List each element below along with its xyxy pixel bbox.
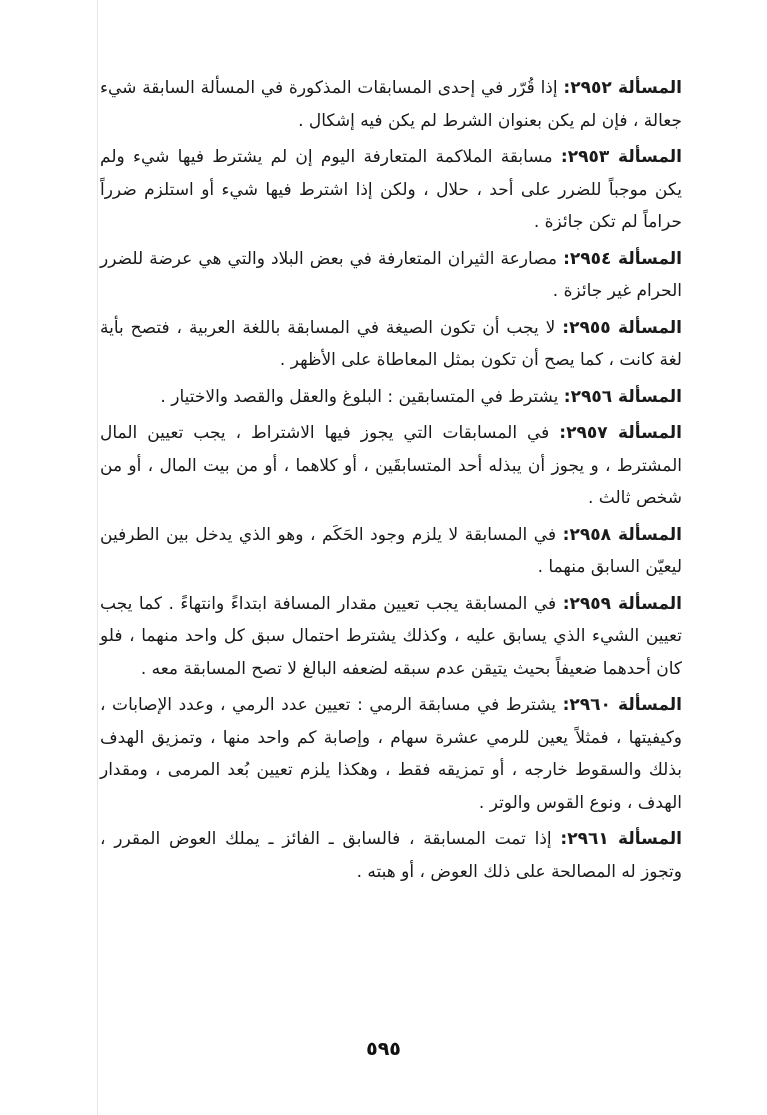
issue-label: المسألة ٢٩٥٩: [562, 593, 683, 614]
issue-text: في المسابقة لا يلزم وجود الحَكَم ، وهو الذي يدخل بين الطرفين ليعيّن السابق منهما . [100, 524, 682, 577]
issue-2961 [100, 823, 682, 888]
issue-text: في المسابقات التي يجوز فيها الاشتراط ، يجب تعيين المال المشترط ، و يجوز أن يبذله أحد المتسابقَين ، أو كلاهما ، أو من بيت المال ، أو من شخص ثالث . [100, 423, 682, 508]
issue-2960 [100, 689, 682, 819]
issue-2957 [100, 417, 682, 515]
issue-text: إذا قُرّر في إحدى المسابقات المذكورة في المسألة السابقة شيء جعالة ، فإن لم يكن بعنوان الشرط لم يكن فيه إشكال . [100, 78, 682, 131]
issue-text: في المسابقة يجب تعيين مقدار المسافة ابتداءً وانتهاءً . كما يجب تعيين الشيء الذي يسابق عليه ، وكذلك يشترط احتمال سبق كل واحد منهما ، فلو كان أحدهما ضعيفاً بحيث يتيقن عدم سبقه لضعفه البالغ لا تصح المسابقة معه . [100, 593, 682, 679]
issue-label: المسألة ٢٩٥٥: [562, 317, 683, 338]
issue-text: لا يجب أن تكون الصيغة في المسابقة باللغة العربية ، فتصح بأية لغة كانت ، كما يصح أن تكون بمثل المعاطاة على الأظهر . [100, 317, 682, 370]
issue-text: مصارعة الثيران المتعارفة في بعض البلاد والتي هي عرضة للضرر الحرام غير جائزة . [100, 248, 682, 301]
issue-label: المسألة ٢٩٥٢: [563, 78, 683, 98]
page-edge-line [97, 0, 98, 1115]
issue-label: المسألة ٢٩٥٨: [562, 524, 682, 545]
issue-2954 [100, 243, 682, 308]
page-number: ٥٩٥ [366, 1038, 401, 1060]
document-body [100, 72, 682, 892]
issue-text: يشترط في المتسابقين : البلوغ والعقل والقصد والاختيار . [160, 386, 559, 407]
issue-label: المسألة ٢٩٥٧: [559, 423, 683, 443]
issue-label: المسألة ٢٩٥٤: [563, 248, 682, 269]
issue-2952 [100, 72, 682, 137]
issue-2953 [100, 141, 682, 239]
issue-2956 [100, 381, 682, 414]
issue-label: المسألة ٢٩٦١: [560, 829, 683, 849]
issue-2959 [100, 588, 682, 686]
issue-text: مسابقة الملاكمة المتعارفة اليوم إن لم يشترط فيها شيء ولم يكن موجباً للضرر على أحد ، حلال ، ولكن إذا اشترط فيها شيء أو استلزم ضرراً حراماً لم تكن جائزة . [100, 147, 682, 232]
issue-label: المسألة ٢٩٦٠: [562, 695, 682, 715]
issue-label: المسألة ٢٩٥٣: [560, 147, 683, 167]
issue-2955 [100, 312, 682, 377]
issue-text: يشترط في مسابقة الرمي : تعيين عدد الرمي ، وعدد الإصابات ، وكيفيتها ، فمثلاً يعين للرمي عشرة سهام ، وإصابة كم واحد منها ، وتمزيق الهدف بذلك والسقوط خارجه ، أو تمزيقه فقط ، وهكذا يلزم تعيين بُعد المرمى ، ومقدار الهدف ، ونوع القوس والوتر . [100, 695, 682, 813]
issue-2958 [100, 519, 682, 584]
issue-text: إذا تمت المسابقة ، فالسابق ـ الفائز ـ يملك العوض المقرر ، وتجوز له المصالحة على ذلك العوض ، أو هبته . [100, 829, 682, 882]
issue-label: المسألة ٢٩٥٦: [563, 386, 682, 407]
